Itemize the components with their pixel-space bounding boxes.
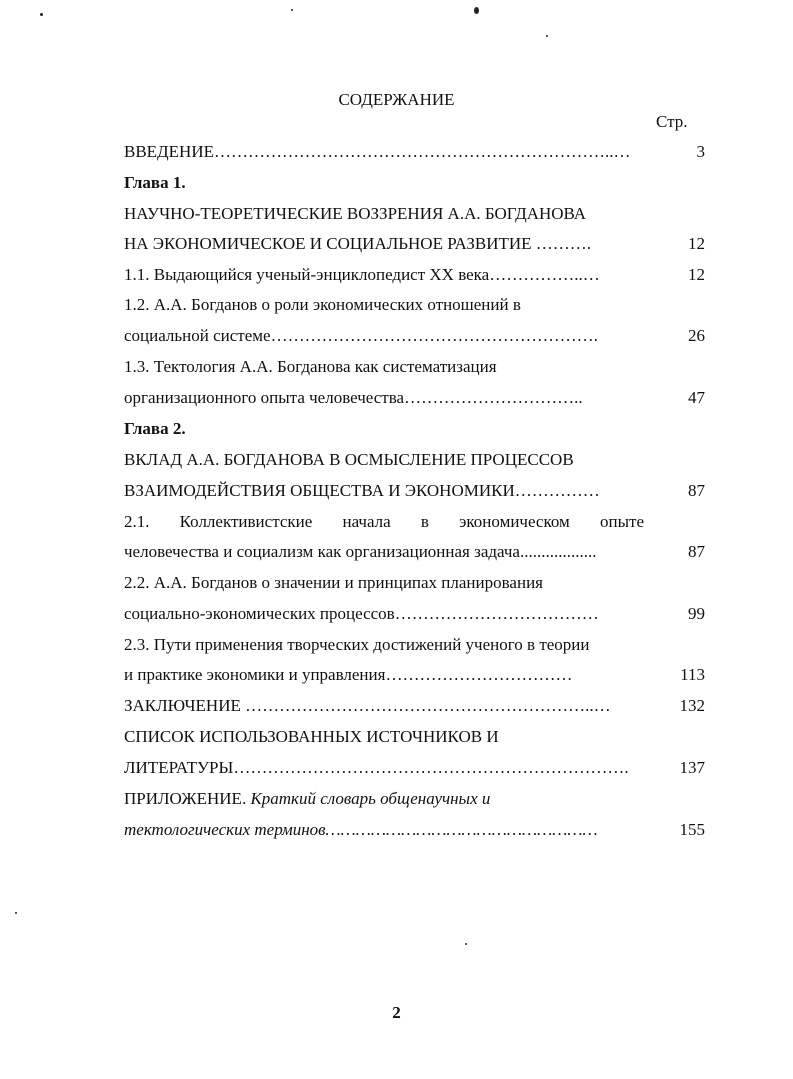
page-number-footer: 2: [392, 1003, 401, 1022]
toc-entry-section: 1.2. А.А. Богданов о роли экономических отношений в: [124, 295, 521, 314]
toc-entry-section: 1.1. Выдающийся ученый-энциклопедист XX века……………..…: [124, 265, 600, 284]
scan-speck: [291, 9, 293, 11]
toc-page-number: 132: [679, 696, 705, 715]
toc-entry-appendix: тектологических терминов………………………………………………: [124, 820, 598, 839]
toc-entry-section: организационного опыта человечества…………………………..: [124, 388, 583, 407]
scan-speck: [465, 943, 467, 945]
page-column-label: Стр.: [656, 112, 688, 131]
scan-speck: [474, 7, 479, 14]
scan-speck: [546, 35, 548, 37]
toc-page-number: 87: [688, 542, 705, 561]
toc-entry-section: 2.3. Пути применения творческих достижений ученого в теории: [124, 635, 590, 654]
toc-page-number: 155: [679, 820, 705, 839]
toc-entry-conclusion: ЗАКЛЮЧЕНИЕ ……………………………………………………..…: [124, 696, 611, 715]
toc-page-number: 87: [688, 481, 705, 500]
appendix-label: ПРИЛОЖЕНИЕ.: [124, 789, 247, 808]
toc-entry-section: 1.3. Тектология А.А. Богданова как систематизация: [124, 357, 497, 376]
chapter-title: ВЗАИМОДЕЙСТВИЯ ОБЩЕСТВА И ЭКОНОМИКИ……………: [124, 481, 600, 500]
toc-page-number: 137: [679, 758, 705, 777]
toc-page-number: 12: [688, 234, 705, 253]
toc-entry-introduction: ВВЕДЕНИЕ……………………………………………………………..…: [124, 142, 631, 161]
chapter-title: НАУЧНО-ТЕОРЕТИЧЕСКИЕ ВОЗЗРЕНИЯ А.А. БОГДАНОВА: [124, 204, 587, 223]
toc-title: СОДЕРЖАНИЕ: [338, 90, 455, 109]
chapter-label: Глава 1.: [124, 173, 186, 192]
toc-entry-section: и практике экономики и управления……………………………: [124, 665, 573, 684]
toc-page-number: 3: [696, 142, 705, 161]
toc-entry-appendix: [124, 788, 644, 810]
toc-page-number: 12: [688, 265, 705, 284]
toc-page-number: 113: [680, 665, 705, 684]
toc-entry-section: 2.2. А.А. Богданов о значении и принципах планирования: [124, 573, 543, 592]
scan-speck: [15, 912, 17, 914]
toc-page-number: 26: [688, 326, 705, 345]
toc-page-number: 99: [688, 604, 705, 623]
appendix-subtitle: Краткий словарь общенаучных и: [246, 789, 491, 808]
toc-entry-section: социальной системе………………………………………………….: [124, 326, 598, 345]
toc-page-number: 47: [688, 388, 705, 407]
scan-speck: [40, 13, 43, 16]
toc-entry-references: ЛИТЕРАТУРЫ…………………………………………………………….: [124, 758, 629, 777]
toc-entry-section: человечества и социализм как организационная задача..................: [124, 542, 597, 561]
toc-entry-section: 2.1. Коллективистские начала в экономическом опыте: [124, 512, 644, 531]
toc-entry-references: СПИСОК ИСПОЛЬЗОВАННЫХ ИСТОЧНИКОВ И: [124, 727, 499, 746]
toc-entry-section: социально-экономических процессов………………………………: [124, 604, 599, 623]
chapter-title: НА ЭКОНОМИЧЕСКОЕ И СОЦИАЛЬНОЕ РАЗВИТИЕ ……….: [124, 234, 592, 253]
chapter-label: Глава 2.: [124, 419, 186, 438]
chapter-title: ВКЛАД А.А. БОГДАНОВА В ОСМЫСЛЕНИЕ ПРОЦЕССОВ: [124, 450, 574, 469]
